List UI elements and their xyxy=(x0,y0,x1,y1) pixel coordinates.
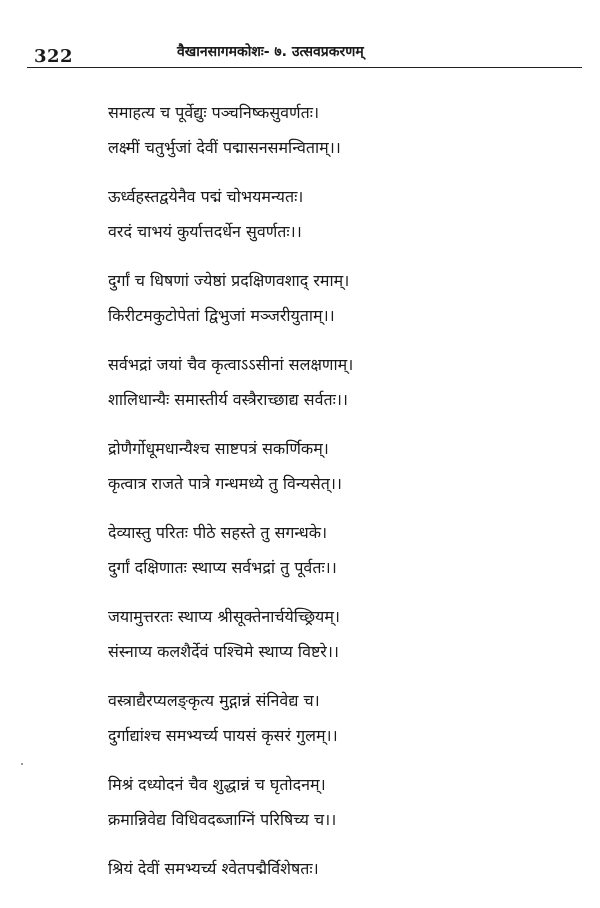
verse-line: द्रोणैर्गोधूमधान्यैश्च साष्टपत्रं सकर्णिकम्। xyxy=(108,439,329,458)
verse-block xyxy=(108,859,578,879)
verse-block xyxy=(108,607,578,662)
verse-line: ऊर्ध्वहस्तद्वयेनैव पद्मं चोभयमन्यतः। xyxy=(108,187,304,206)
verse-block xyxy=(108,271,578,326)
verse-line: जयामुत्तरतः स्थाप्य श्रीसूक्तेनार्चयेच्छ्रियम्। xyxy=(108,607,340,626)
verse-line: किरीटमकुटोपेतां द्विभुजां मञ्जरीयुताम्।। xyxy=(108,306,335,325)
verse-line: दुर्गाद्यांश्च समभ्यर्च्य पायसं कृसरं गुलम्।। xyxy=(108,726,338,745)
verse-block xyxy=(108,355,578,410)
verse-block xyxy=(108,523,578,578)
verse-block xyxy=(108,439,578,494)
verse-line: वस्त्राद्यैरप्यलङ्कृत्य मुद्गान्नं संनिवेद्य च। xyxy=(108,691,320,710)
verse-line: समाहत्य च पूर्वेद्युः पञ्चनिष्कसुवर्णतः। xyxy=(108,103,320,122)
verse-line: शालिधान्यैः समास्तीर्य वस्त्रैराच्छाद्य सर्वतः।। xyxy=(108,390,348,409)
verse-list xyxy=(108,103,578,908)
verse-line: वरदं चाभयं कुर्यात्तदर्धेन सुवर्णतः।। xyxy=(108,222,302,241)
verse-line: श्रियं देवीं समभ्यर्च्य श्वेतपद्मैर्विशेषतः। xyxy=(108,859,319,878)
verse-block xyxy=(108,187,578,242)
verse-line: क्रमान्निवेद्य विधिवदब्जाग्निं परिषिच्य च।। xyxy=(108,810,337,829)
verse-line: लक्ष्मीं चतुर्भुजां देवीं पद्मासनसमन्विताम्।। xyxy=(108,138,341,157)
verse-line: सर्वभद्रां जयां चैव कृत्वाऽऽसीनां सलक्षणाम्। xyxy=(108,355,354,374)
verse-line: कृत्वात्र राजते पात्रे गन्धमध्ये तु विन्यसेत्।। xyxy=(108,474,342,493)
running-head: वैखानसागमकोशः- ७. उत्सवप्रकरणम् xyxy=(177,44,364,60)
page-header xyxy=(27,38,582,68)
verse-block xyxy=(108,103,578,158)
page-number: 322 xyxy=(34,46,74,67)
header-rule xyxy=(27,67,582,68)
verse-line: दुर्गां दक्षिणातः स्थाप्य सर्वभद्रां तु पूर्वतः।। xyxy=(108,558,337,577)
verse-line: संस्नाप्य कलशैर्देवं पश्चिमे स्थाप्य विष्टरे।। xyxy=(108,642,339,661)
verse-block xyxy=(108,775,578,830)
scan-speck xyxy=(21,763,23,765)
verse-line: दुर्गां च धिषणां ज्येष्ठां प्रदक्षिणवशाद् रमाम्। xyxy=(108,271,350,290)
verse-line: देव्यास्तु परितः पीठे सहस्ते तु सगन्धके। xyxy=(108,523,328,542)
verse-line: मिश्रं दध्योदनं चैव शुद्धान्नं च घृतोदनम्। xyxy=(108,775,326,794)
verse-block xyxy=(108,691,578,746)
